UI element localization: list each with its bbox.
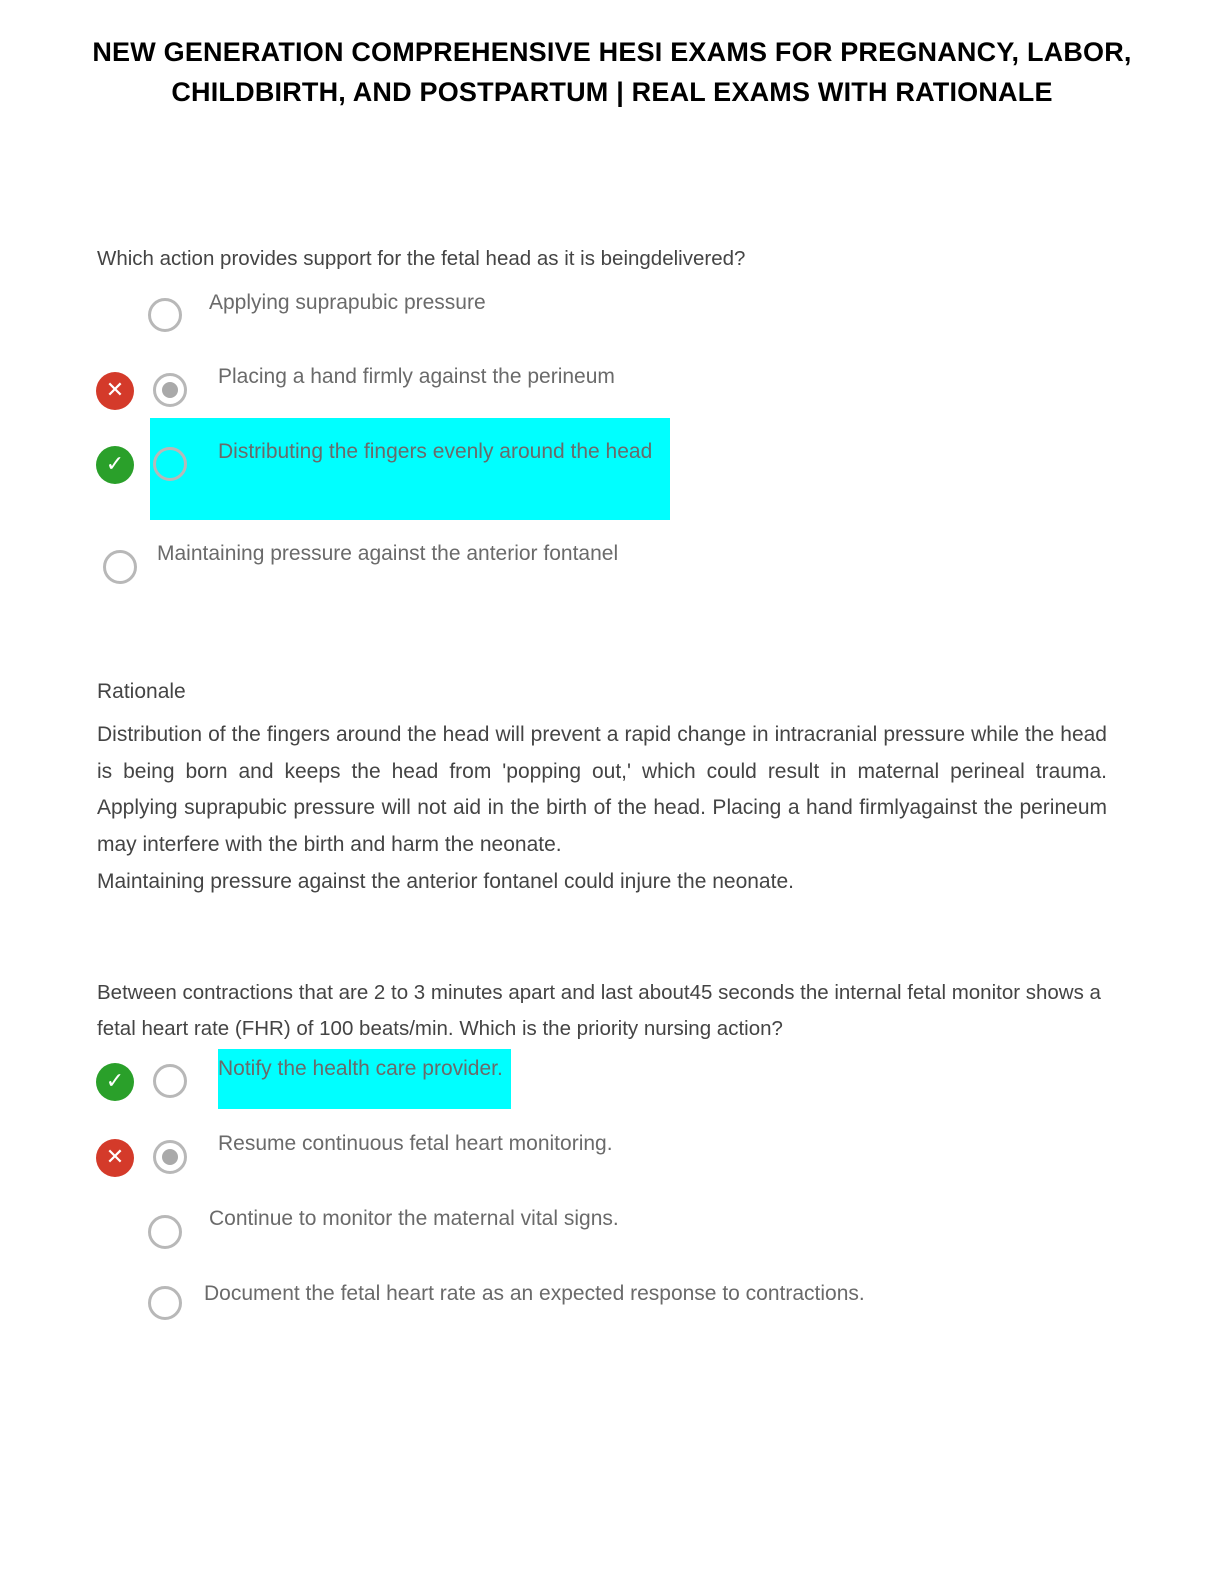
rationale-text-extra: Maintaining pressure against the anterior fontanel could injure the neonate. [97,870,794,893]
rationale-text: Distribution of the fingers around the head will prevent a rapid change in intracranial pressure while the head is being born and keeps the head from 'popping out,' which could result in maternal perineal trauma. Applying suprapubic pressure will not aid in the birth of the head. Placing a hand firmlyagainst the perineum may interfere with the birth and harm the neonate. [97,723,1107,856]
wrong-answer-close-icon: ✕ [96,372,134,410]
q1-option-1-label[interactable]: Applying suprapubic pressure [209,291,486,314]
wrong-answer-close-icon: ✕ [96,1139,134,1177]
q1-option-4-radio[interactable] [103,550,137,584]
q2-option-1-radio[interactable] [153,1064,187,1098]
q2-option-2-radio[interactable] [153,1140,187,1174]
q1-option-3-label[interactable]: Distributing the fingers evenly around the head [218,440,653,463]
correct-answer-highlight [150,418,670,520]
q2-option-4-radio[interactable] [148,1286,182,1320]
q2-option-4-label[interactable]: Document the fetal heart rate as an expected response to contractions. [204,1282,865,1305]
q1-option-3-radio[interactable] [153,447,187,481]
q1-option-2-label[interactable]: Placing a hand firmly against the perineum [218,365,615,388]
q2-option-1-label[interactable]: Notify the health care provider. [218,1057,503,1080]
page-title: NEW GENERATION COMPREHENSIVE HESI EXAMS FOR PREGNANCY, LABOR, CHILDBIRTH, AND POSTPARTUM | REAL EXAMS WITH RATIONALE [92,37,1132,107]
question-1-text: Which action provides support for the fetal head as it is beingdelivered? [97,247,746,270]
q2-option-3-radio[interactable] [148,1215,182,1249]
q1-option-1-radio[interactable] [148,298,182,332]
rationale-heading: Rationale [97,680,186,703]
correct-answer-check-icon: ✓ [96,446,134,484]
correct-answer-check-icon: ✓ [96,1063,134,1101]
q2-option-3-label[interactable]: Continue to monitor the maternal vital signs. [209,1207,619,1230]
question-2-text: Between contractions that are 2 to 3 minutes apart and last about45 seconds the internal fetal monitor shows a fetal heart rate (FHR) of 100 beats/min. Which is the priority nursing action? [97,981,1101,1040]
q1-option-4-label[interactable]: Maintaining pressure against the anterior fontanel [157,542,619,565]
q2-option-2-label[interactable]: Resume continuous fetal heart monitoring. [218,1132,613,1155]
q1-option-2-radio[interactable] [153,373,187,407]
